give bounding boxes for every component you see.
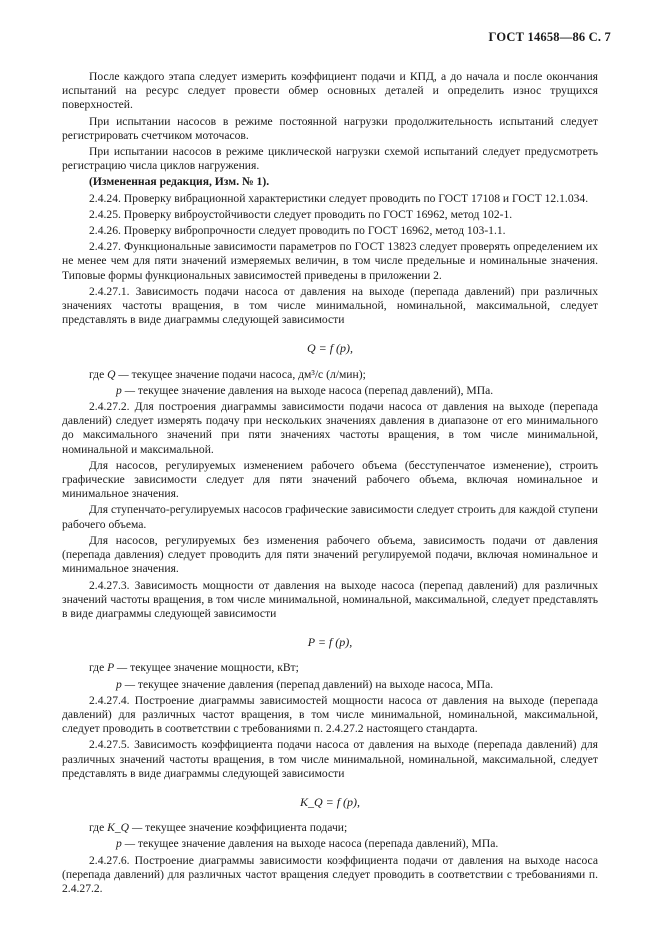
def-text: текущее значение коэффициента подачи;	[145, 821, 348, 835]
definition-line	[62, 368, 598, 382]
def-text: текущее значение давления на выходе насоса (перепад давлений), МПа.	[137, 383, 494, 397]
paragraph: 2.4.25. Проверку виброустойчивости следует проводить по ГОСТ 16962, метод 102-1.	[89, 207, 513, 221]
amendment-note: (Измененная редакция, Изм. № 1).	[89, 175, 270, 189]
formula: K_Q = f (p),	[299, 794, 361, 809]
paragraph: После каждого этапа следует измерить коэффициент подачи и КПД, а до начала и после окончания испытаний на ресурс следует провести обмер основных деталей и определить износ трущихся поверхностей.	[62, 70, 598, 112]
def-text: текущее значение давления на выходе насоса (перепада давлений), МПа.	[137, 837, 499, 851]
formula: P = f (p),	[307, 635, 353, 650]
def-symbol: p —	[116, 837, 136, 851]
paragraph: 2.4.27.1. Зависимость подачи насоса от давления на выходе (перепада давлений) при различных значениях частоты вращения, в том числе минимальной, номинальной, максимальной, следует представлять в виде диаграммы следующей зависимости	[62, 284, 598, 327]
paragraph: 2.4.26. Проверку вибропрочности следует проводить по ГОСТ 16962, метод 103-1.1.	[89, 224, 506, 238]
def-symbol: Q —	[107, 367, 129, 381]
formula: Q = f (p),	[306, 341, 354, 356]
paragraph: 2.4.27.2. Для построения диаграммы зависимости подачи насоса от давления на выходе (перепада давлений) следует измерять подачу при нескольких значениях давления в диапазоне от его минимального до максимального значений при пяти значениях частоты вращения, в том числе минимальной, номинальной и максимальной.	[62, 400, 598, 456]
def-prefix: где	[89, 661, 105, 675]
paragraph: 2.4.27.6. Построение диаграммы зависимости коэффициента подачи от давления на выходе насоса (перепада давлений) для различных частот вращения следует проводить в соответствии с требованиями п. 2.4.27.2.	[62, 853, 598, 895]
paragraph: Для ступенчато-регулируемых насосов графические зависимости следует строить для каждой ступени рабочего объема.	[62, 503, 598, 531]
paragraph: 2.4.27.3. Зависимость мощности от давления на выходе насоса (перепад давлений) для различных значений частоты вращения, в том числе минимальной, номинальной, максимальной, следует представлять в виде диаграммы следующей зависимости	[62, 578, 598, 620]
paragraph: 2.4.27.5. Зависимость коэффициента подачи насоса от давления на выходе (перепада давлений) для различных значений частоты вращения, в том числе минимальной, номинальной, максимальной, следует представлять в виде диаграммы следующей зависимости	[62, 738, 598, 780]
def-symbol: p —	[116, 677, 136, 691]
paragraph: При испытании насосов в режиме постоянной нагрузки продолжительность испытаний следует регистрировать счетчиком моточасов.	[62, 114, 598, 142]
def-text: текущее значение подачи насоса, дм³/с (л/мин);	[131, 367, 366, 381]
def-symbol: p —	[116, 383, 136, 397]
definition-line	[62, 384, 598, 398]
paragraph: Для насосов, регулируемых без изменения рабочего объема, зависимость подачи от давления (перепада давления) следует проводить для пяти значений регулируемой подачи, включая номинальное и минимальное значения.	[62, 533, 598, 576]
definition-line	[62, 837, 598, 851]
definition-line	[62, 661, 598, 675]
def-prefix: где	[89, 367, 105, 381]
paragraph: 2.4.24. Проверку вибрационной характеристики следует проводить по ГОСТ 17108 и ГОСТ 12.1.034.	[89, 191, 589, 205]
def-symbol: K_Q —	[107, 821, 143, 835]
def-symbol: P —	[107, 661, 128, 675]
def-prefix: где	[89, 821, 105, 835]
paragraph: Для насосов, регулируемых изменением рабочего объема (бесступенчатое изменение), строить графические зависимости следует для пяти значений рабочего объема, включая номинальное и минимальное значения.	[62, 458, 598, 501]
def-text: текущее значение мощности, кВт;	[130, 661, 299, 675]
def-text: текущее значение давления (перепад давлений) на выходе насоса, МПа.	[137, 677, 494, 691]
paragraph: 2.4.27.4. Построение диаграммы зависимостей мощности насоса от давления на выходе (перепада давлений) для различных частот вращения, в том числе минимальной, номинальной, максимальной, следует проводить в соответствии с требованиями п. 2.4.27.2 настоящего стандарта.	[62, 693, 598, 736]
definition-line	[62, 821, 598, 835]
paragraph: 2.4.27. Функциональные зависимости параметров по ГОСТ 13823 следует проверять определением их не менее чем для пяти значений измеряемых величин, в том числе предельные и номинальные значения. Типовые формы функциональных зависимостей приведены в приложении 2.	[62, 240, 598, 282]
definition-line	[62, 678, 598, 692]
document-body	[62, 70, 598, 898]
paragraph: При испытании насосов в режиме циклической нагрузки схемой испытаний следует предусмотреть регистрацию числа циклов нагружения.	[62, 145, 598, 173]
page-header: ГОСТ 14658—86 С. 7	[488, 30, 611, 44]
